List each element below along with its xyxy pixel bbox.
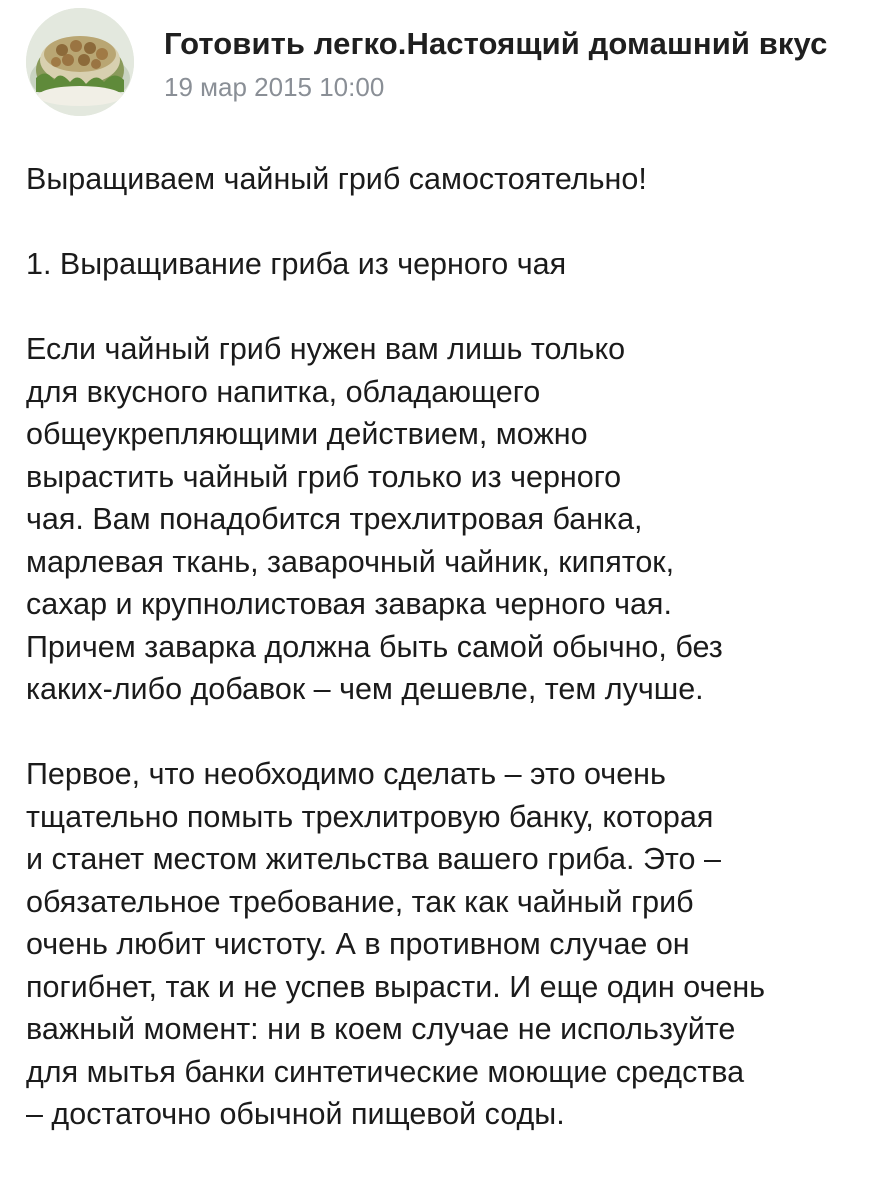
author-name[interactable]: Готовить легко.Настоящий домашний вкус xyxy=(164,26,828,61)
salad-dish-photo-icon xyxy=(26,8,134,116)
post-body xyxy=(26,158,876,1136)
paragraph-1: Если чайный гриб нужен вам лишь только для вкусного напитка, обладающего общеукрепляющими действием, можно вырастить чайный гриб только из черного чая. Вам понадобится трехлитровая банка, марлевая ткань, заварочный чайник, кипяток, сахар и крупнолистовая заварка черного чая. Причем заварка должна быть самой обычно, без каких-либо добавок – чем дешевле, тем лучше. xyxy=(26,332,723,706)
post-date[interactable]: 19 мар 2015 10:00 xyxy=(164,72,385,102)
paragraph-2: Первое, что необходимо сделать – это очень тщательно помыть трехлитровую банку, которая и станет местом жительства вашего гриба. Это – обязательное требование, так как чайный гриб очень любит чистоту. А в противном случае он погибнет, так и не успев вырасти. И еще один очень важный момент: ни в коем случае не используйте для мытья банки синтетические моющие средства – достаточно обычной пищевой соды. xyxy=(26,757,766,1131)
author-avatar[interactable] xyxy=(26,8,134,116)
section-heading: 1. Выращивание гриба из черного чая xyxy=(26,247,567,281)
post-title-line: Выращиваем чайный гриб самостоятельно! xyxy=(26,162,647,196)
post-header xyxy=(26,8,876,118)
